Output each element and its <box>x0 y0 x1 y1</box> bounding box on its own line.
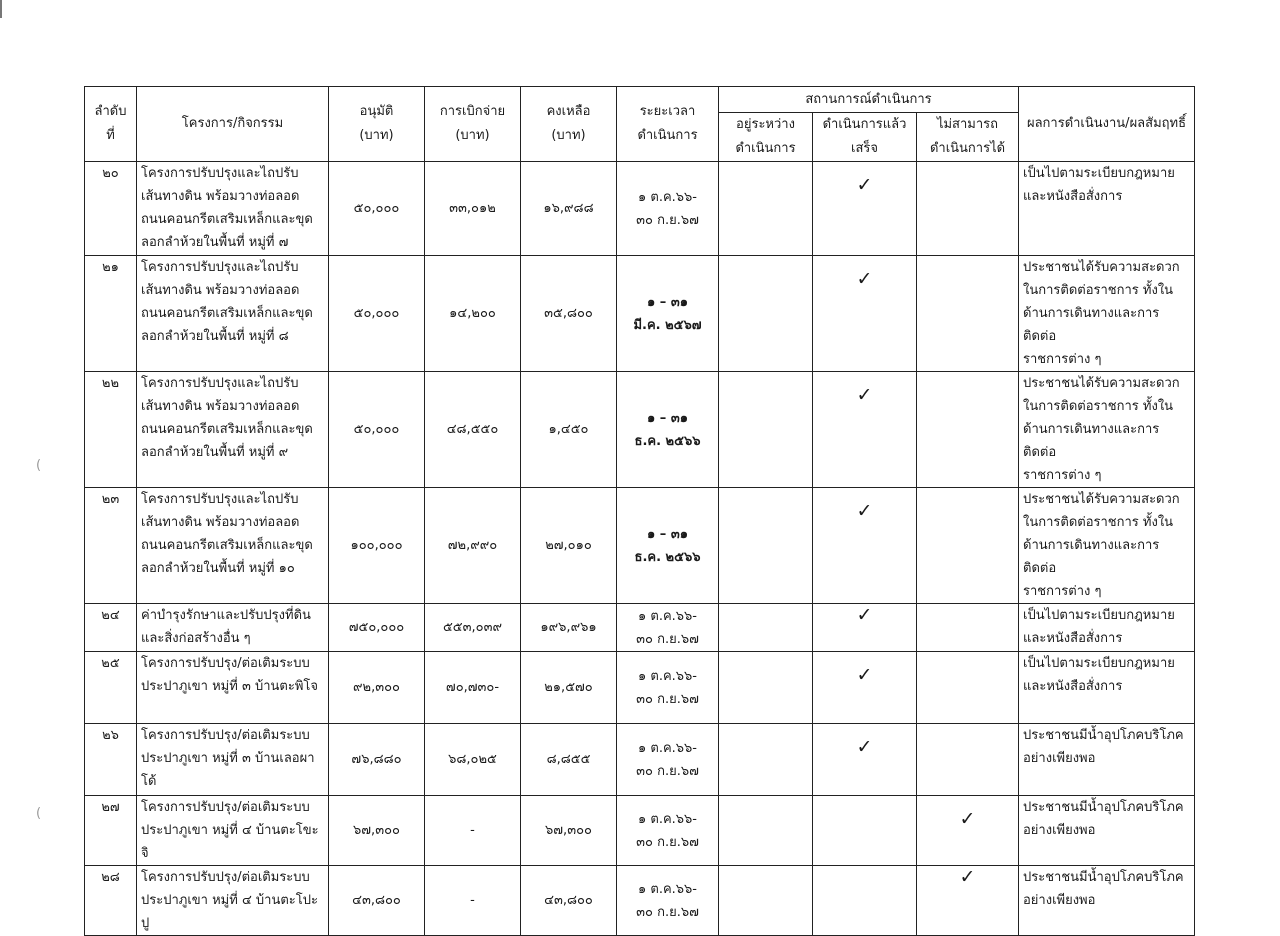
header-approved: อนุมัติ (บาท) <box>329 87 425 162</box>
period: ๑ – ๓๑ มี.ค. ๒๕๖๗ <box>617 256 719 372</box>
result-text: ประชาชนมีน้ำอุปโภคบริโภค อย่างเพียงพอ <box>1019 796 1195 866</box>
remaining-amount: ๖๗,๓๐๐ <box>521 796 617 866</box>
status-done-cell <box>813 372 917 488</box>
status-done-cell <box>813 652 917 724</box>
stray-mark: ( <box>36 806 42 821</box>
remaining-amount: ๑๙๖,๙๖๑ <box>521 604 617 652</box>
status-cannot-cell <box>917 604 1019 652</box>
table-row <box>85 162 1195 256</box>
checkmark-icon: ✓ <box>856 500 873 522</box>
disbursed-amount: - <box>425 866 521 936</box>
disbursed-amount: ๕๕๓,๐๓๙ <box>425 604 521 652</box>
status-done-cell <box>813 488 917 604</box>
remaining-amount: ๒๑,๕๗๐ <box>521 652 617 724</box>
table-row <box>85 372 1195 488</box>
header-status: สถานการณ์ดำเนินการ <box>719 87 1019 113</box>
row-number: ๒๑ <box>85 256 137 372</box>
approved-amount: ๖๗,๓๐๐ <box>329 796 425 866</box>
row-number: ๒๗ <box>85 796 137 866</box>
status-cannot-cell <box>917 372 1019 488</box>
header-no: ลำดับ ที่ <box>85 87 137 162</box>
disbursed-amount: ๗๐,๗๓๐- <box>425 652 521 724</box>
header-status-done: ดำเนินการแล้ว เสร็จ <box>813 113 917 162</box>
page-edge-mark <box>0 0 12 18</box>
row-number: ๒๕ <box>85 652 137 724</box>
project-name: โครงการปรับปรุงและไถปรับ เส้นทางดิน พร้อมวางท่อลอด ถนนคอนกรีตเสริมเหล็กและขุด ลอกลำห้วยในพื้นที่ หมู่ที่ ๙ <box>137 372 329 488</box>
result-text: ประชาชนได้รับความสะดวก ในการติดต่อราชการ ทั้งใน ด้านการเดินทางและการติดต่อ ราชการต่าง ๆ <box>1019 372 1195 488</box>
period: ๑ ต.ค.๖๖- ๓๐ ก.ย.๖๗ <box>617 866 719 936</box>
table-row <box>85 604 1195 652</box>
status-ongoing-cell <box>719 652 813 724</box>
status-done-cell <box>813 724 917 796</box>
disbursed-amount: ๖๘,๐๒๕ <box>425 724 521 796</box>
status-ongoing-cell <box>719 796 813 866</box>
row-number: ๒๖ <box>85 724 137 796</box>
table-row <box>85 866 1195 936</box>
period: ๑ ต.ค.๖๖- ๓๐ ก.ย.๖๗ <box>617 652 719 724</box>
row-number: ๒๐ <box>85 162 137 256</box>
result-text: ประชาชนมีน้ำอุปโภคบริโภค อย่างเพียงพอ <box>1019 866 1195 936</box>
period: ๑ ต.ค.๖๖- ๓๐ ก.ย.๖๗ <box>617 604 719 652</box>
approved-amount: ๗๕๐,๐๐๐ <box>329 604 425 652</box>
checkmark-icon: ✓ <box>856 736 873 758</box>
status-ongoing-cell <box>719 256 813 372</box>
row-number: ๒๘ <box>85 866 137 936</box>
checkmark-icon: ✓ <box>856 604 873 626</box>
remaining-amount: ๑๖,๙๘๘ <box>521 162 617 256</box>
status-cannot-cell <box>917 724 1019 796</box>
status-done-cell <box>813 796 917 866</box>
status-ongoing-cell <box>719 724 813 796</box>
period: ๑ ต.ค.๖๖- ๓๐ ก.ย.๖๗ <box>617 162 719 256</box>
status-cannot-cell <box>917 162 1019 256</box>
remaining-amount: ๑,๔๕๐ <box>521 372 617 488</box>
status-cannot-cell <box>917 866 1019 936</box>
table-row <box>85 796 1195 866</box>
status-ongoing-cell <box>719 162 813 256</box>
checkmark-icon: ✓ <box>856 664 873 686</box>
status-ongoing-cell <box>719 604 813 652</box>
table-body <box>85 162 1195 936</box>
header-status-cannot: ไม่สามารถ ดำเนินการได้ <box>917 113 1019 162</box>
approved-amount: ๕๐,๐๐๐ <box>329 162 425 256</box>
approved-amount: ๕๐,๐๐๐ <box>329 256 425 372</box>
approved-amount: ๕๐,๐๐๐ <box>329 372 425 488</box>
project-status-table <box>84 86 1195 936</box>
project-name: โครงการปรับปรุงและไถปรับ เส้นทางดิน พร้อมวางท่อลอด ถนนคอนกรีตเสริมเหล็กและขุด ลอกลำห้วยในพื้นที่ หมู่ที่ ๗ <box>137 162 329 256</box>
result-text: ประชาชนได้รับความสะดวก ในการติดต่อราชการ ทั้งใน ด้านการเดินทางและการติดต่อ ราชการต่าง ๆ <box>1019 488 1195 604</box>
remaining-amount: ๒๗,๐๑๐ <box>521 488 617 604</box>
header-result: ผลการดำเนินงาน/ผลสัมฤทธิ์ <box>1019 87 1195 162</box>
period: ๑ ต.ค.๖๖- ๓๐ ก.ย.๖๗ <box>617 724 719 796</box>
status-done-cell <box>813 162 917 256</box>
status-done-cell <box>813 604 917 652</box>
project-name: โครงการปรับปรุงและไถปรับ เส้นทางดิน พร้อมวางท่อลอด ถนนคอนกรีตเสริมเหล็กและขุด ลอกลำห้วยในพื้นที่ หมู่ที่ ๘ <box>137 256 329 372</box>
checkmark-icon: ✓ <box>856 174 873 196</box>
disbursed-amount: ๗๒,๙๙๐ <box>425 488 521 604</box>
status-cannot-cell <box>917 652 1019 724</box>
table-row <box>85 652 1195 724</box>
status-cannot-cell <box>917 488 1019 604</box>
row-number: ๒๔ <box>85 604 137 652</box>
row-number: ๒๓ <box>85 488 137 604</box>
project-name: โครงการปรับปรุง/ต่อเติมระบบ ประปาภูเขา หมู่ที่ ๔ บ้านตะโขะ จิ <box>137 796 329 866</box>
approved-amount: ๑๐๐,๐๐๐ <box>329 488 425 604</box>
status-done-cell <box>813 256 917 372</box>
table-row <box>85 488 1195 604</box>
period: ๑ – ๓๑ ธ.ค. ๒๕๖๖ <box>617 372 719 488</box>
disbursed-amount: ๑๔,๒๐๐ <box>425 256 521 372</box>
stray-mark: ( <box>36 458 42 473</box>
disbursed-amount: - <box>425 796 521 866</box>
status-ongoing-cell <box>719 488 813 604</box>
header-disbursed: การเบิกจ่าย (บาท) <box>425 87 521 162</box>
status-ongoing-cell <box>719 372 813 488</box>
approved-amount: ๙๒,๓๐๐ <box>329 652 425 724</box>
result-text: เป็นไปตามระเบียบกฎหมาย และหนังสือสั่งการ <box>1019 604 1195 652</box>
table-row <box>85 256 1195 372</box>
status-done-cell <box>813 866 917 936</box>
project-name: โครงการปรับปรุง/ต่อเติมระบบ ประปาภูเขา หมู่ที่ ๓ บ้านเลอผา โด้ <box>137 724 329 796</box>
project-name: โครงการปรับปรุง/ต่อเติมระบบ ประปาภูเขา หมู่ที่ ๔ บ้านตะโปะปู <box>137 866 329 936</box>
status-cannot-cell <box>917 796 1019 866</box>
disbursed-amount: ๓๓,๐๑๒ <box>425 162 521 256</box>
remaining-amount: ๓๕,๘๐๐ <box>521 256 617 372</box>
result-text: ประชาชนได้รับความสะดวก ในการติดต่อราชการ ทั้งใน ด้านการเดินทางและการติดต่อ ราชการต่าง ๆ <box>1019 256 1195 372</box>
result-text: เป็นไปตามระเบียบกฎหมาย และหนังสือสั่งการ <box>1019 162 1195 256</box>
header-remaining: คงเหลือ (บาท) <box>521 87 617 162</box>
period: ๑ ต.ค.๖๖- ๓๐ ก.ย.๖๗ <box>617 796 719 866</box>
status-ongoing-cell <box>719 866 813 936</box>
approved-amount: ๗๖,๘๘๐ <box>329 724 425 796</box>
approved-amount: ๔๓,๘๐๐ <box>329 866 425 936</box>
checkmark-icon: ✓ <box>959 866 976 888</box>
result-text: ประชาชนมีน้ำอุปโภคบริโภค อย่างเพียงพอ <box>1019 724 1195 796</box>
checkmark-icon: ✓ <box>856 268 873 290</box>
period: ๑ – ๓๑ ธ.ค. ๒๕๖๖ <box>617 488 719 604</box>
result-text: เป็นไปตามระเบียบกฎหมาย และหนังสือสั่งการ <box>1019 652 1195 724</box>
status-cannot-cell <box>917 256 1019 372</box>
checkmark-icon: ✓ <box>856 384 873 406</box>
table-row <box>85 724 1195 796</box>
project-name: โครงการปรับปรุง/ต่อเติมระบบ ประปาภูเขา หมู่ที่ ๓ บ้านตะพิโจ <box>137 652 329 724</box>
remaining-amount: ๘,๘๕๕ <box>521 724 617 796</box>
checkmark-icon: ✓ <box>959 808 976 830</box>
project-name: ค่าบำรุงรักษาและปรับปรุงที่ดิน และสิ่งก่อสร้างอื่น ๆ <box>137 604 329 652</box>
project-name: โครงการปรับปรุงและไถปรับ เส้นทางดิน พร้อมวางท่อลอด ถนนคอนกรีตเสริมเหล็กและขุด ลอกลำห้วยในพื้นที่ หมู่ที่ ๑๐ <box>137 488 329 604</box>
row-number: ๒๒ <box>85 372 137 488</box>
disbursed-amount: ๔๘,๕๕๐ <box>425 372 521 488</box>
header-period: ระยะเวลา ดำเนินการ <box>617 87 719 162</box>
header-project: โครงการ/กิจกรรม <box>137 87 329 162</box>
remaining-amount: ๔๓,๘๐๐ <box>521 866 617 936</box>
header-status-ongoing: อยู่ระหว่าง ดำเนินการ <box>719 113 813 162</box>
